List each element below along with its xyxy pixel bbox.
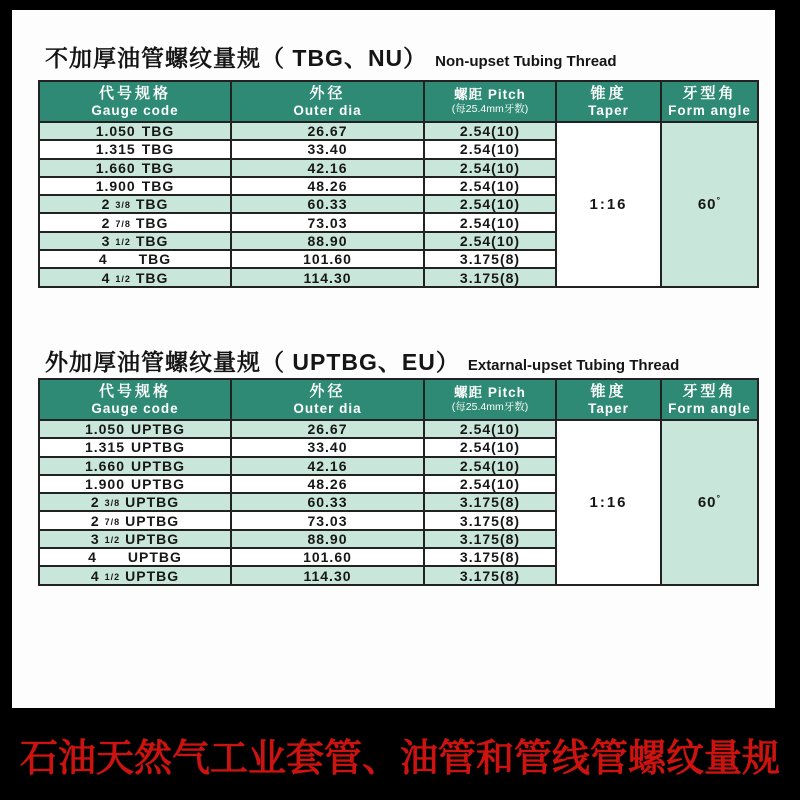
gauge-code-cell bbox=[39, 159, 231, 177]
gauge-code-cell bbox=[39, 250, 231, 268]
gauge-code-cell bbox=[39, 457, 231, 475]
gauge-code-number: 1.050 bbox=[95, 123, 136, 140]
header-taper: 锥度 Taper bbox=[556, 379, 661, 420]
gauge-code-type: UPTBG bbox=[125, 494, 180, 511]
outer-dia-cell: 26.67 bbox=[231, 420, 424, 438]
gauge-code-type: TBG bbox=[135, 196, 169, 213]
outer-dia-cell: 101.60 bbox=[231, 250, 424, 268]
gauge-code-number: 4 bbox=[88, 549, 97, 566]
table2-body bbox=[39, 420, 758, 585]
table1-body bbox=[39, 122, 758, 287]
header-outer-dia: 外径 Outer dia bbox=[231, 81, 424, 122]
gauge-code-fraction: 3/8 bbox=[104, 498, 121, 509]
table2-title bbox=[45, 344, 679, 377]
pitch-cell: 3.175(8) bbox=[424, 548, 556, 566]
table2-title-zh: 外加厚油管螺纹量规（ UPTBG、EU） bbox=[45, 349, 460, 375]
header-pitch: 螺距 Pitch (每25.4mm牙数) bbox=[424, 81, 556, 122]
taper-value-cell: 1:16 bbox=[556, 420, 661, 585]
outer-dia-cell: 48.26 bbox=[231, 177, 424, 195]
table1-title bbox=[45, 40, 617, 73]
gauge-code-fraction bbox=[113, 255, 134, 265]
pitch-cell: 2.54(10) bbox=[424, 232, 556, 250]
gauge-code-type: UPTBG bbox=[125, 567, 180, 584]
gauge-code-number: 1.315 bbox=[95, 141, 136, 158]
pitch-cell: 2.54(10) bbox=[424, 195, 556, 213]
table2-title-en: Extarnal-upset Tubing Thread bbox=[467, 357, 680, 374]
degree-symbol: ° bbox=[716, 195, 722, 206]
gauge-code-cell bbox=[39, 511, 231, 529]
pitch-cell: 2.54(10) bbox=[424, 420, 556, 438]
gauge-code-fraction: 1/2 bbox=[104, 571, 121, 582]
gauge-code-fraction: 7/8 bbox=[104, 516, 121, 527]
pitch-cell: 2.54(10) bbox=[424, 457, 556, 475]
header-taper: 锥度 Taper bbox=[556, 81, 661, 122]
pitch-cell: 2.54(10) bbox=[424, 438, 556, 456]
gauge-code-type: TBG bbox=[135, 232, 169, 249]
header-gauge-code: 代号规格 Gauge code bbox=[39, 379, 231, 420]
gauge-code-number: 1.900 bbox=[84, 476, 126, 493]
header-outer-dia: 外径 Outer dia bbox=[231, 379, 424, 420]
outer-dia-cell: 60.33 bbox=[231, 195, 424, 213]
gauge-code-number: 1.050 bbox=[84, 421, 126, 438]
gauge-code-cell bbox=[39, 438, 231, 456]
gauge-code-cell bbox=[39, 140, 231, 158]
pitch-cell: 3.175(8) bbox=[424, 250, 556, 268]
gauge-code-fraction: 1/2 bbox=[104, 534, 121, 545]
gauge-code-cell bbox=[39, 268, 231, 286]
gauge-code-fraction: 1/2 bbox=[115, 273, 131, 284]
gauge-code-number: 1.660 bbox=[95, 159, 136, 176]
pitch-cell: 3.175(8) bbox=[424, 268, 556, 286]
gauge-code-cell bbox=[39, 530, 231, 548]
table1-title-en: Non-upset Tubing Thread bbox=[435, 53, 617, 70]
pitch-cell: 3.175(8) bbox=[424, 493, 556, 511]
gauge-code-type: UPTBG bbox=[125, 512, 180, 529]
outer-dia-cell: 73.03 bbox=[231, 511, 424, 529]
gauge-code-type: TBG bbox=[135, 214, 169, 231]
header-form-angle: 牙型角 Form angle bbox=[661, 379, 758, 420]
gauge-code-number: 4 bbox=[90, 567, 100, 584]
pitch-cell: 3.175(8) bbox=[424, 530, 556, 548]
gauge-code-number: 2 bbox=[101, 214, 111, 231]
outer-dia-cell: 42.16 bbox=[231, 457, 424, 475]
non-upset-tubing-table bbox=[38, 80, 759, 288]
gauge-code-cell bbox=[39, 420, 231, 438]
pitch-cell: 2.54(10) bbox=[424, 177, 556, 195]
gauge-code-number: 1.900 bbox=[95, 178, 136, 195]
outer-dia-cell: 42.16 bbox=[231, 159, 424, 177]
gauge-code-type: UPTBG bbox=[131, 457, 186, 474]
header-gauge-code: 代号规格 Gauge code bbox=[39, 81, 231, 122]
outer-dia-cell: 73.03 bbox=[231, 213, 424, 231]
table2-header bbox=[39, 379, 758, 420]
gauge-code-number: 1.660 bbox=[84, 457, 126, 474]
external-upset-tubing-table bbox=[38, 378, 759, 586]
gauge-code-type: TBG bbox=[141, 178, 175, 195]
gauge-code-type: TBG bbox=[138, 251, 172, 268]
gauge-code-type: UPTBG bbox=[131, 439, 186, 456]
gauge-code-cell bbox=[39, 122, 231, 140]
gauge-code-fraction: 7/8 bbox=[115, 218, 131, 229]
pitch-cell: 2.54(10) bbox=[424, 159, 556, 177]
form-angle-value-cell: 60° bbox=[661, 420, 758, 585]
gauge-code-cell bbox=[39, 493, 231, 511]
gauge-code-cell bbox=[39, 548, 231, 566]
form-angle-value-cell: 60° bbox=[661, 122, 758, 287]
table1-title-zh: 不加厚油管螺纹量规（ TBG、NU） bbox=[45, 45, 428, 71]
outer-dia-cell: 48.26 bbox=[231, 475, 424, 493]
outer-dia-cell: 88.90 bbox=[231, 530, 424, 548]
gauge-code-type: TBG bbox=[141, 141, 175, 158]
gauge-code-type: UPTBG bbox=[127, 549, 182, 566]
header-pitch: 螺距 Pitch (每25.4mm牙数) bbox=[424, 379, 556, 420]
outer-dia-cell: 33.40 bbox=[231, 438, 424, 456]
outer-dia-cell: 101.60 bbox=[231, 548, 424, 566]
table1-header bbox=[39, 81, 758, 122]
header-form-angle: 牙型角 Form angle bbox=[661, 81, 758, 122]
table-row bbox=[39, 420, 758, 438]
gauge-code-number: 4 bbox=[98, 251, 108, 268]
content-area bbox=[12, 10, 775, 708]
outer-dia-cell: 114.30 bbox=[231, 268, 424, 286]
degree-symbol: ° bbox=[716, 493, 722, 504]
pitch-cell: 2.54(10) bbox=[424, 475, 556, 493]
pitch-cell: 2.54(10) bbox=[424, 213, 556, 231]
pitch-cell: 3.175(8) bbox=[424, 566, 556, 584]
gauge-code-cell bbox=[39, 213, 231, 231]
gauge-code-number: 2 bbox=[90, 494, 100, 511]
gauge-code-number: 1.315 bbox=[84, 439, 126, 456]
taper-value-cell: 1:16 bbox=[556, 122, 661, 287]
gauge-code-cell bbox=[39, 475, 231, 493]
gauge-code-type: TBG bbox=[141, 159, 175, 176]
outer-dia-cell: 33.40 bbox=[231, 140, 424, 158]
pitch-cell: 2.54(10) bbox=[424, 140, 556, 158]
outer-dia-cell: 114.30 bbox=[231, 566, 424, 584]
gauge-code-cell bbox=[39, 232, 231, 250]
bottom-banner bbox=[0, 708, 800, 800]
gauge-code-cell bbox=[39, 566, 231, 584]
gauge-code-type: UPTBG bbox=[125, 530, 180, 547]
outer-dia-cell: 60.33 bbox=[231, 493, 424, 511]
banner-text: 石油天然气工业套管、油管和管线管螺纹量规 bbox=[19, 737, 780, 780]
pitch-cell: 2.54(10) bbox=[424, 122, 556, 140]
pitch-cell: 3.175(8) bbox=[424, 511, 556, 529]
gauge-code-fraction: 3/8 bbox=[115, 200, 131, 211]
table-row bbox=[39, 122, 758, 140]
outer-dia-cell: 26.67 bbox=[231, 122, 424, 140]
gauge-code-fraction: 1/2 bbox=[115, 236, 131, 247]
gauge-code-cell bbox=[39, 177, 231, 195]
outer-dia-cell: 88.90 bbox=[231, 232, 424, 250]
gauge-code-type: TBG bbox=[135, 269, 169, 286]
gauge-code-number: 3 bbox=[101, 232, 111, 249]
gauge-code-type: UPTBG bbox=[131, 421, 186, 438]
gauge-code-type: UPTBG bbox=[131, 476, 186, 493]
gauge-code-number: 3 bbox=[90, 530, 100, 547]
gauge-code-number: 4 bbox=[101, 269, 111, 286]
gauge-code-fraction bbox=[102, 553, 123, 563]
gauge-code-number: 2 bbox=[101, 196, 111, 213]
gauge-code-number: 2 bbox=[90, 512, 100, 529]
gauge-code-type: TBG bbox=[141, 123, 175, 140]
gauge-code-cell bbox=[39, 195, 231, 213]
